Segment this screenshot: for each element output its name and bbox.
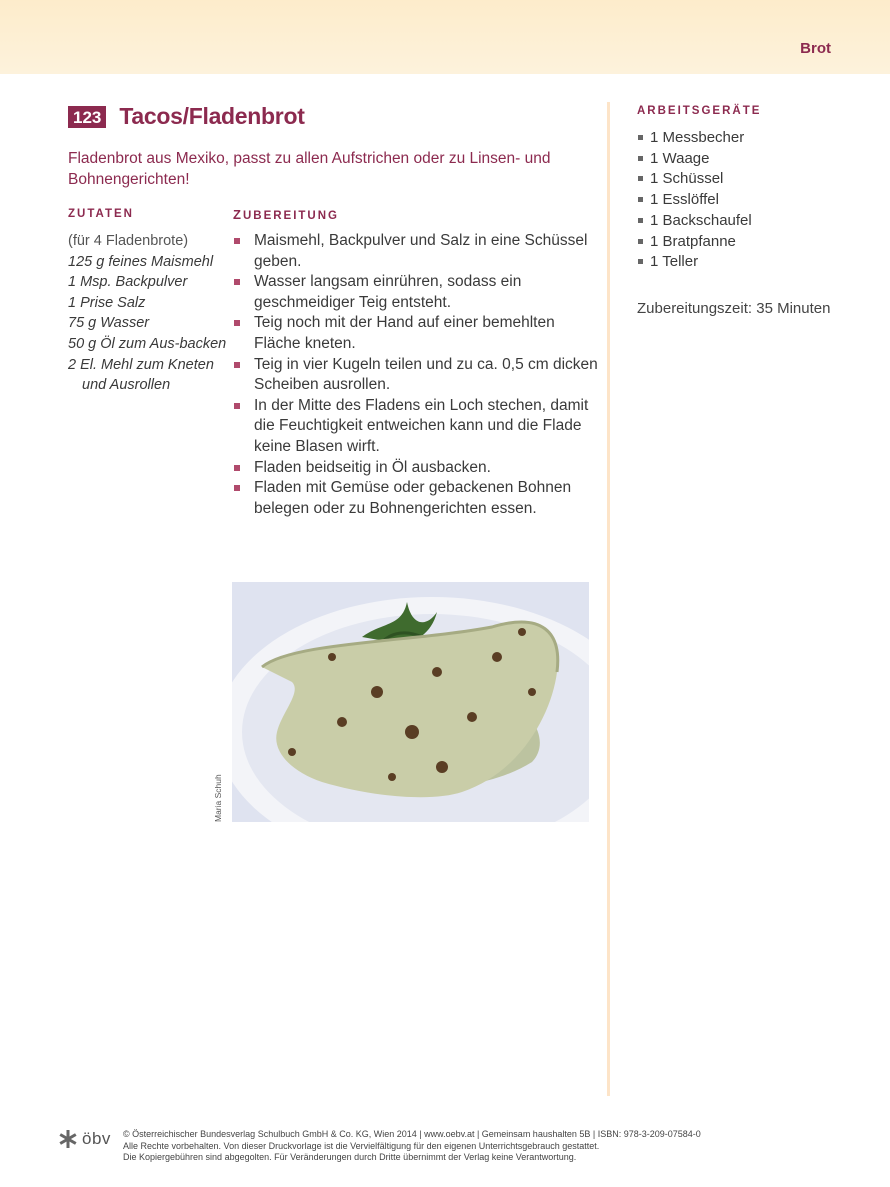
publisher-logo	[58, 1129, 111, 1149]
ingredient-item: 50 g Öl zum Aus-backen	[68, 335, 227, 352]
tool-item: 1 Waage	[637, 149, 752, 170]
recipe-title: Tacos/Fladenbrot	[119, 103, 305, 129]
flatbread-photo	[232, 582, 589, 822]
publisher-star-icon	[58, 1129, 78, 1149]
preparation-heading-initial: Z	[233, 207, 243, 222]
footer-line: © Österreichischer Bundesverlag Schulbuch GmbH & Co. KG, Wien 2014 | www.oebv.at | Gemeinsam haushalten 5B | ISBN: 978-3-209-07584-0	[123, 1129, 701, 1139]
tool-item: 1 Messbecher	[637, 128, 752, 149]
tools-list	[637, 128, 752, 273]
footer-line: Alle Rechte vorbehalten. Von dieser Druckvorlage ist die Vervielfältigung für den eigenen Unterrichtsgebrauch gestattet.	[123, 1140, 600, 1151]
ingredient-item: 2 El. Mehl zum Kneten und Ausrollen	[68, 356, 214, 394]
step-item: Teig noch mit der Hand auf einer bemehlten Fläche kneten.	[233, 313, 598, 354]
tool-item: 1 Backschaufel	[637, 211, 752, 232]
column-divider	[607, 102, 610, 1096]
recipe-title-row	[68, 103, 305, 130]
preparation-steps	[233, 231, 598, 519]
step-item: Maismehl, Backpulver und Salz in eine Schüssel geben.	[233, 231, 598, 272]
recipe-number: 123	[68, 106, 106, 128]
ingredient-item: 125 g feines Maismehl	[68, 253, 214, 270]
step-item: Fladen mit Gemüse oder gebackenen Bohnen belegen oder zu Bohnengerichten essen.	[233, 478, 598, 519]
recipe-intro: Fladenbrot aus Mexiko, passt zu allen Aufstrichen oder zu Linsen- und Bohnengerichten!	[68, 150, 551, 188]
chapter-label: Brot	[800, 40, 831, 57]
preparation-heading-rest: UBEREITUNG	[242, 210, 339, 222]
tool-item: 1 Teller	[637, 252, 752, 273]
step-item: In der Mitte des Fladens ein Loch stechen, damit die Feuchtigkeit entweichen kann und die Flade keine Blasen wirft.	[233, 396, 598, 458]
tool-item: 1 Esslöffel	[637, 190, 752, 211]
footer-copyright	[123, 1129, 701, 1164]
ingredient-item: 75 g Wasser	[68, 315, 150, 332]
step-item: Wasser langsam einrühren, sodass ein geschmeidiger Teig entsteht.	[233, 272, 598, 313]
ingredient-item: (für 4 Fladenbrote)	[68, 233, 189, 249]
header-band	[0, 0, 890, 74]
flatbread-illustration	[232, 582, 589, 822]
tools-heading: ARBEITSGERÄTE	[637, 105, 762, 117]
step-item: Fladen beidseitig in Öl ausbacken.	[233, 458, 598, 479]
tool-item: 1 Bratpfanne	[637, 232, 752, 253]
ingredient-item: 1 Msp. Backpulver	[68, 274, 188, 291]
publisher-logo-text: öbv	[82, 1129, 111, 1148]
preparation-heading	[233, 207, 339, 222]
preparation-time: Zubereitungszeit: 35 Minuten	[637, 300, 831, 317]
step-item: Teig in vier Kugeln teilen und zu ca. 0,5 cm dicken Scheiben ausrollen.	[233, 355, 598, 396]
tool-item: 1 Schüssel	[637, 169, 752, 190]
footer-line: Die Kopiergebühren sind abgegolten. Für Veränderungen durch Dritte übernimmt der Verlag keine Verantwortung.	[123, 1152, 577, 1162]
photo-credit: Maria Schuh	[213, 774, 223, 822]
ingredients-heading: ZUTATEN	[68, 208, 134, 220]
ingredient-item: 1 Prise Salz	[68, 294, 146, 311]
ingredients-list	[68, 231, 228, 396]
